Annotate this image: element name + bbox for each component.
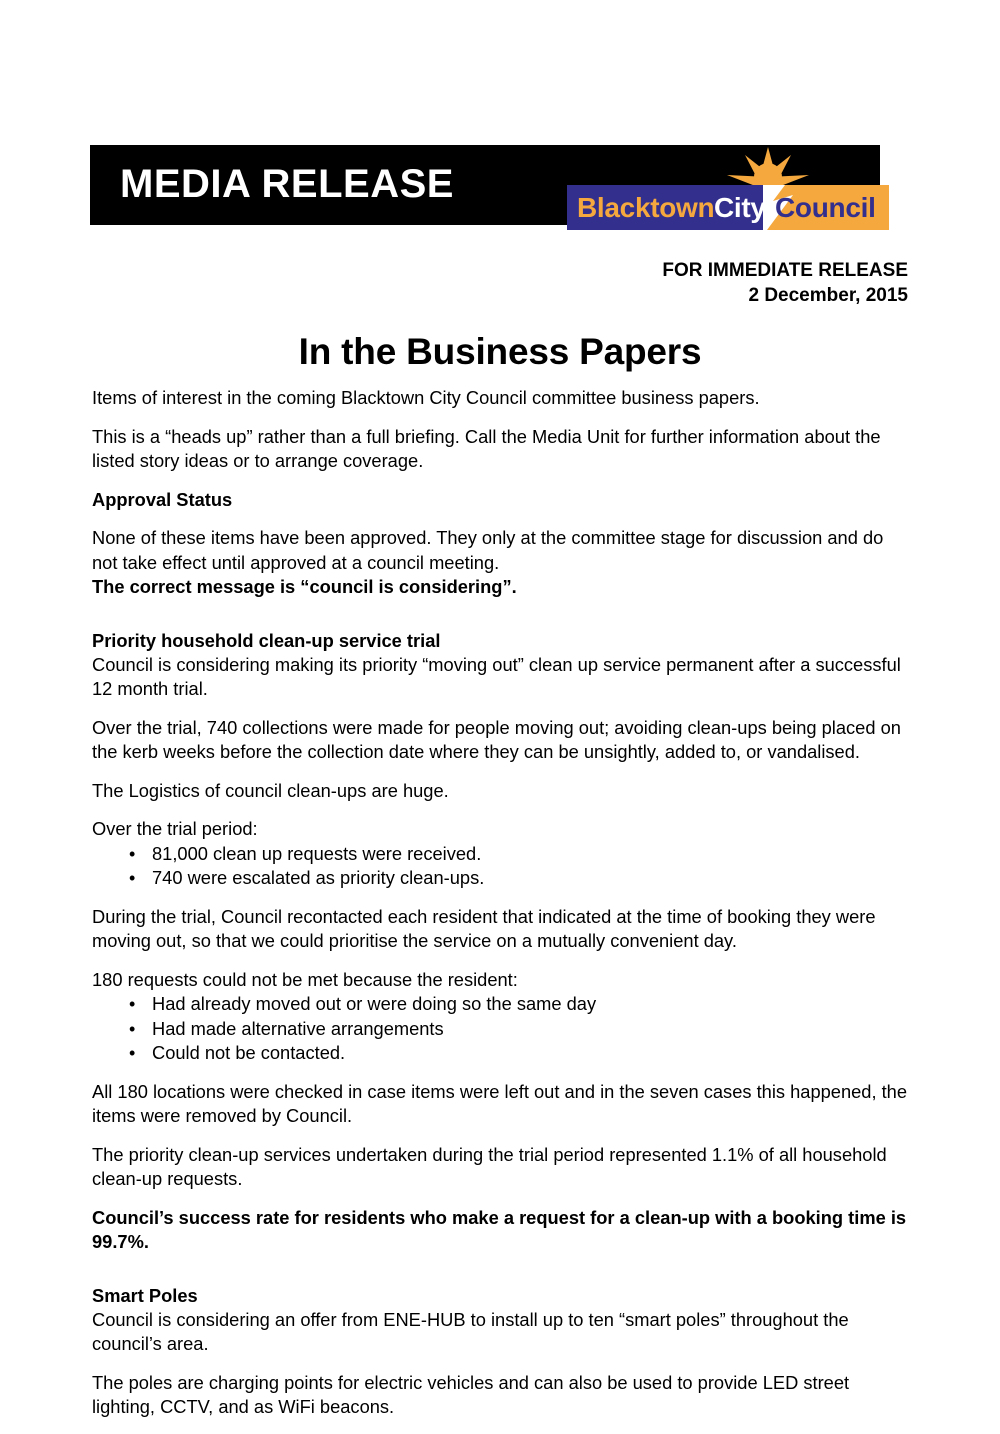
release-meta <box>662 258 908 308</box>
blacktown-city-council-logo <box>567 145 889 235</box>
release-status-line: FOR IMMEDIATE RELEASE <box>662 260 908 281</box>
approval-status-heading: Approval Status <box>92 488 233 510</box>
priority-cleanup-paragraph-5: All 180 locations were checked in case items were left out and in the seven cases this happened, the items were removed by Council. <box>92 1080 908 1126</box>
section-heading-priority-cleanup: Priority household clean-up service trial <box>92 629 441 651</box>
intro-paragraph-2: This is a “heads up” rather than a full briefing. Call the Media Unit for further information about the listed story ideas or to arrange coverage. <box>92 425 881 471</box>
list-item: • Could not be contacted. <box>92 1041 907 1066</box>
priority-cleanup-paragraph-2: Over the trial, 740 collections were made for people moving out; avoiding clean-ups being placed on the kerb weeks before the collection date where they can be unsightly, added to, or vandalised. <box>92 716 901 762</box>
page-title: MEDIA RELEASE <box>120 162 454 206</box>
smart-poles-paragraph-1: Council is considering an offer from ENE-HUB to install up to ten “smart poles” throughout the council’s area. <box>92 1308 849 1354</box>
list-item: • 81,000 clean up requests were received. <box>92 842 907 867</box>
priority-cleanup-paragraph-6: The priority clean-up services undertaken during the trial period represented 1.1% of all household clean-up requests. <box>92 1143 887 1189</box>
trial-period-list-intro: Over the trial period: <box>92 818 258 839</box>
logo-word-city: City <box>714 192 766 223</box>
smart-poles-paragraph-2: The poles are charging points for electric vehicles and can also be used to provide LED street lighting, CCTV, and as WiFi beacons. <box>92 1371 850 1417</box>
logo-word-council: Council <box>775 192 876 223</box>
approval-status-emphasis: The correct message is “council is considering”. <box>92 576 517 597</box>
document-body <box>92 386 907 1434</box>
list-item: • 740 were escalated as priority clean-ups. <box>92 866 907 891</box>
unmet-requests-list-intro: 180 requests could not be met because the resident: <box>92 968 518 990</box>
approval-status-body: None of these items have been approved. They only at the committee stage for discussion and do not take effect until approved at a council meeting. <box>92 527 884 573</box>
unmet-requests-list <box>92 992 907 1066</box>
logo-wordmark <box>567 185 889 230</box>
intro-paragraph-1: Items of interest in the coming Blacktown City Council committee business papers. <box>92 387 760 408</box>
priority-cleanup-emphasis: Council’s success rate for residents who make a request for a clean-up with a booking time is 99.7%. <box>92 1206 907 1252</box>
priority-cleanup-paragraph-1: Council is considering making its priority “moving out” clean up service permanent after a successful 12 month trial. <box>92 653 901 699</box>
trial-period-list <box>92 842 907 891</box>
release-date: 2 December, 2015 <box>748 285 908 306</box>
section-heading-smart-poles: Smart Poles <box>92 1284 198 1306</box>
list-item: • Had already moved out or were doing so the same day <box>92 992 907 1017</box>
logo-word-blacktown: Blacktown <box>577 192 715 223</box>
list-item: • Had made alternative arrangements <box>92 1017 907 1042</box>
priority-cleanup-paragraph-4: During the trial, Council recontacted each resident that indicated at the time of booking they were moving out, so that we could prioritise the service on a mutually convenient day. <box>92 905 876 951</box>
priority-cleanup-paragraph-3: The Logistics of council clean-ups are huge. <box>92 779 449 801</box>
document-title: In the Business Papers <box>298 331 702 372</box>
